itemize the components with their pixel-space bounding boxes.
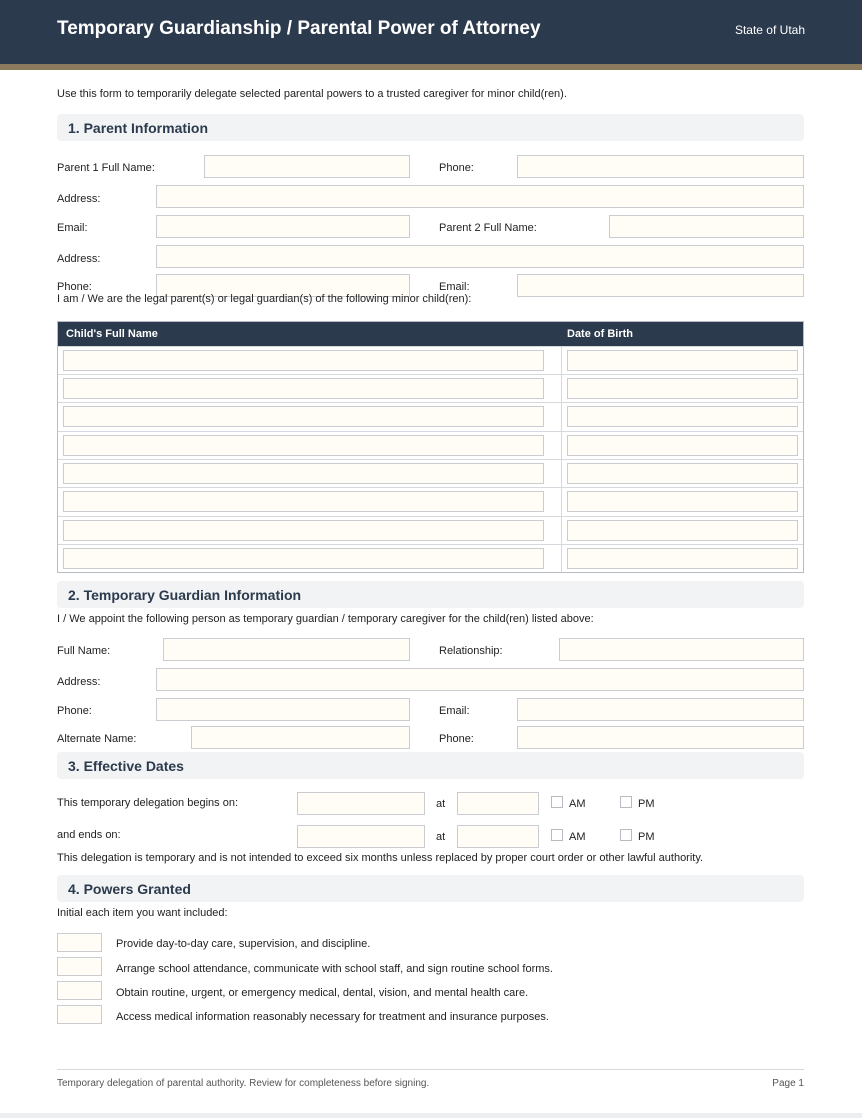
parent2-address-label: Address: [57,253,101,265]
section-title: 1. Parent Information [68,120,209,136]
alternate-name-field[interactable] [191,726,410,749]
power-item: Access medical information reasonably necessary for treatment and insurance purposes. [116,1011,549,1023]
guardian-phone-label: Phone: [57,705,92,717]
children-table [57,321,804,573]
begin-date-field[interactable] [297,792,425,815]
alternate-name-label: Alternate Name: [57,733,137,745]
parent1-name-label: Parent 1 Full Name: [57,162,155,174]
guardian-statement: I / We appoint the following person as temporary guardian / temporary caregiver for the child(ren) listed above: [57,613,594,625]
child-dob-field[interactable] [567,463,798,484]
section-powers-granted [57,875,804,902]
begin-time-field[interactable] [457,792,539,815]
powers-instruction: Initial each item you want included: [57,907,228,919]
parent2-email-field[interactable] [517,274,804,297]
guardian-phone-field[interactable] [156,698,410,721]
end-pm-label: PM [638,831,655,843]
end-am-label: AM [569,831,586,843]
begin-at-label: at [436,798,446,810]
parent1-email-label: Email: [57,222,88,234]
power-item: Provide day-to-day care, supervision, and discipline. [116,938,371,950]
table-row [58,374,803,402]
parent2-name-field[interactable] [609,215,804,238]
page-title: Temporary Guardianship / Parental Power of Attorney [57,18,541,39]
guardian-name-label: Full Name: [57,645,111,657]
parent1-email-field[interactable] [156,215,410,238]
child-dob-field[interactable] [567,435,798,456]
child-dob-field[interactable] [567,378,798,399]
child-dob-field[interactable] [567,406,798,427]
child-name-field[interactable] [63,491,544,512]
section-temporary-guardian [57,581,804,608]
table-row [58,459,803,487]
relationship-field[interactable] [559,638,804,661]
parent2-phone-label: Phone: [57,281,92,293]
child-name-field[interactable] [63,463,544,484]
column-header-child-name: Child's Full Name [66,328,158,340]
table-row [58,487,803,515]
parent2-address-field[interactable] [156,245,804,268]
table-row [58,402,803,430]
state-label: State of Utah [734,23,805,37]
child-dob-field[interactable] [567,350,798,371]
initial-box[interactable] [57,957,102,976]
guardian-address-label: Address: [57,676,101,688]
child-name-field[interactable] [63,406,544,427]
delegation-note: This delegation is temporary and is not intended to exceed six months unless replaced by proper court order or other lawful authority. [57,852,704,864]
alternate-phone-label: Phone: [439,733,474,745]
ends-label: and ends on: [57,829,121,841]
parent2-name-label: Parent 2 Full Name: [439,222,537,234]
guardian-name-field[interactable] [163,638,410,661]
parent1-phone-label: Phone: [439,162,474,174]
parent1-phone-field[interactable] [517,155,804,178]
power-item: Arrange school attendance, communicate with school staff, and sign routine school forms. [116,963,553,975]
table-row [58,431,803,459]
initial-box[interactable] [57,1005,102,1024]
table-row [58,544,803,572]
page-header [0,0,862,64]
table-row [58,516,803,544]
parent2-email-label: Email: [439,281,470,293]
power-item: Obtain routine, urgent, or emergency medical, dental, vision, and mental health care. [116,987,529,999]
section-title: 3. Effective Dates [68,758,184,774]
column-header-date-of-birth: Date of Birth [567,328,633,340]
end-date-field[interactable] [297,825,425,848]
end-am-checkbox[interactable] [551,829,563,841]
end-pm-checkbox[interactable] [620,829,632,841]
child-name-field[interactable] [63,548,544,569]
child-name-field[interactable] [63,350,544,371]
section-effective-dates [57,752,804,779]
guardian-email-field[interactable] [517,698,804,721]
child-name-field[interactable] [63,378,544,399]
initial-box[interactable] [57,981,102,1000]
child-dob-field[interactable] [567,548,798,569]
footer-note: Temporary delegation of parental authority. Review for completeness before signing. [57,1078,430,1089]
begin-pm-label: PM [638,798,655,810]
guardian-email-label: Email: [439,705,470,717]
parent1-name-field[interactable] [204,155,410,178]
guardian-address-field[interactable] [156,668,804,691]
footer-divider [57,1069,804,1070]
alternate-phone-field[interactable] [517,726,804,749]
header-accent-bar [0,64,862,70]
page-number: Page 1 [772,1078,804,1089]
section-title: 2. Temporary Guardian Information [68,587,302,603]
child-name-field[interactable] [63,435,544,456]
parent1-address-field[interactable] [156,185,804,208]
begin-am-label: AM [569,798,586,810]
end-at-label: at [436,831,446,843]
page-bottom-edge [0,1113,862,1118]
parent-statement: I am / We are the legal parent(s) or legal guardian(s) of the following minor child(ren): [57,293,472,305]
child-dob-field[interactable] [567,520,798,541]
section-title: 4. Powers Granted [68,881,191,897]
section-parent-information [57,114,804,141]
initial-box[interactable] [57,933,102,952]
parent1-address-label: Address: [57,193,101,205]
begin-pm-checkbox[interactable] [620,796,632,808]
relationship-label: Relationship: [439,645,503,657]
child-name-field[interactable] [63,520,544,541]
table-row [58,346,803,374]
begin-am-checkbox[interactable] [551,796,563,808]
end-time-field[interactable] [457,825,539,848]
begins-label: This temporary delegation begins on: [57,797,238,809]
child-dob-field[interactable] [567,491,798,512]
intro-text: Use this form to temporarily delegate selected parental powers to a trusted caregiver for minor child(ren). [57,88,567,100]
table-header [58,322,803,346]
